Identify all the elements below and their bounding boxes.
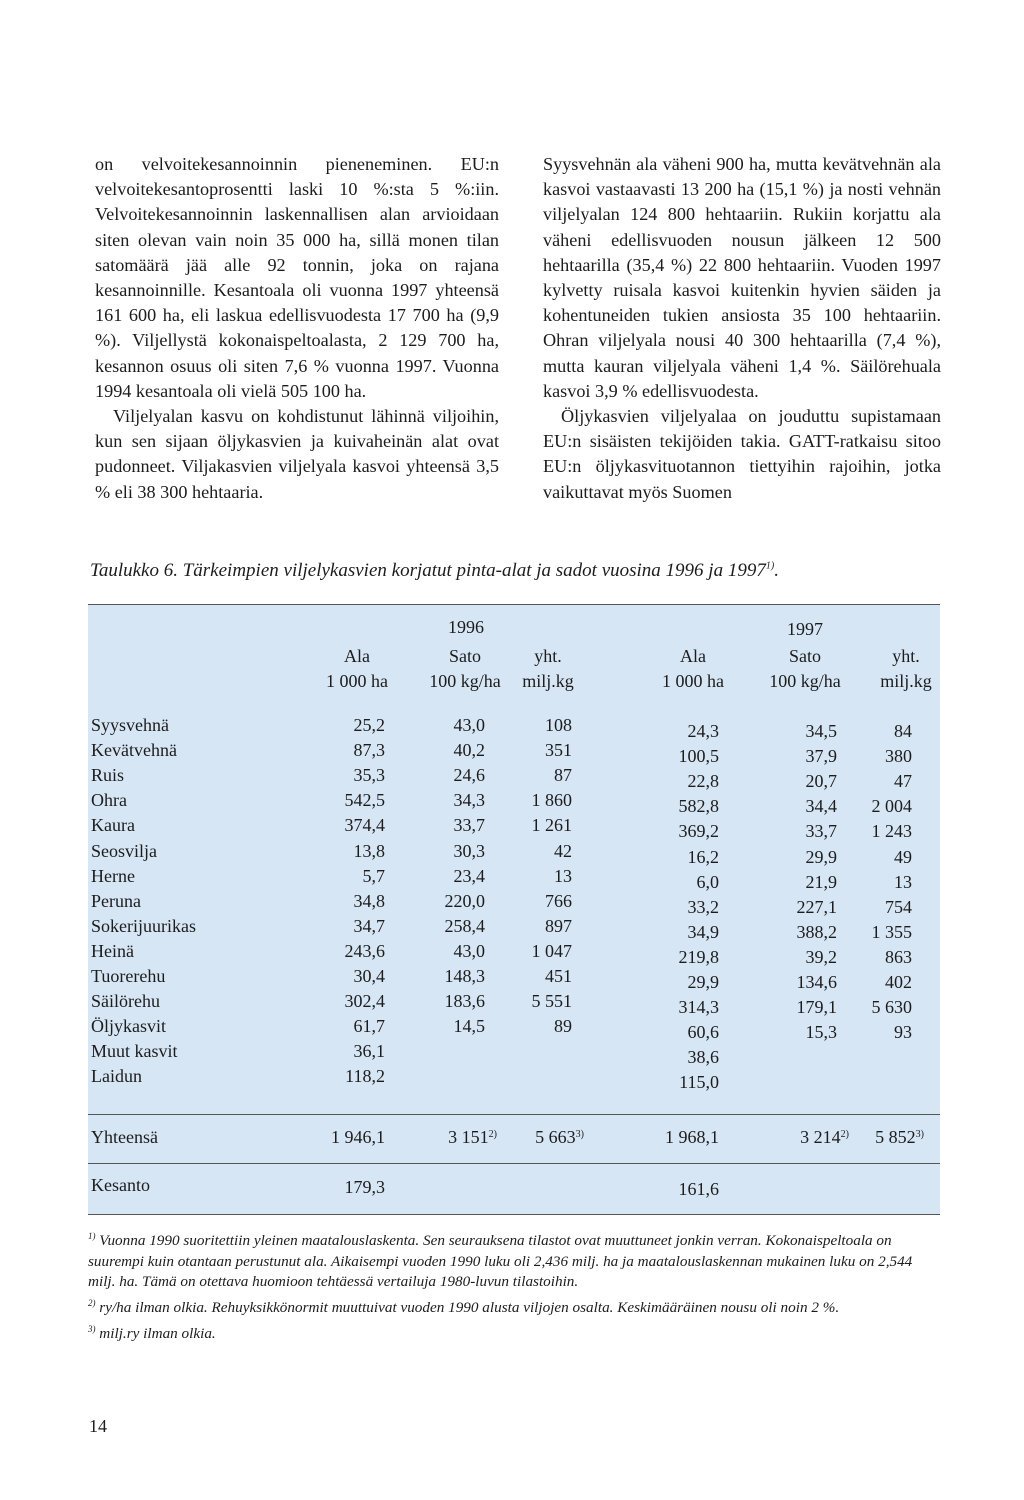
footnote-2 [88, 1293, 940, 1319]
table-cell: 25,2 [353, 715, 385, 735]
total-cell [665, 1126, 719, 1148]
table-cell: 43,0 [453, 715, 485, 735]
table-cell: 863 [885, 946, 912, 967]
total-value: 5 663 [535, 1127, 576, 1147]
table-cell: 87 [554, 765, 572, 786]
table-cell: 227,1 [796, 896, 837, 917]
table-cell: 1 047 [531, 940, 572, 961]
table-top-rule [88, 604, 940, 605]
table-cell: 220,0 [444, 890, 485, 911]
table-cell: 29,9 [805, 846, 837, 867]
crop-name: Tuorerehu [91, 966, 166, 986]
table-cell: 115,0 [679, 1072, 719, 1093]
crop-name: Ruis [91, 765, 125, 786]
table-cell: 15,3 [805, 1022, 837, 1043]
crop-name: Syysvehnä [91, 715, 169, 735]
total-value: 3 151 [448, 1127, 489, 1147]
caption-end: . [774, 560, 779, 581]
total-cell [448, 1126, 497, 1148]
table-cell: 179,1 [796, 997, 837, 1018]
left-text-column [95, 152, 499, 505]
footnote-text: ry/ha ilman olkia. Rehuyksikkönormit muuttuivat vuoden 1990 alusta viljojen osalta. Keskimääräinen nousu oli noin 2 %. [99, 1298, 840, 1316]
table-cell: 36,1 [353, 1041, 385, 1062]
table-cell: 89 [554, 1016, 572, 1037]
table-cell: 87,3 [353, 740, 385, 761]
fallow-1997: 161,6 [678, 1179, 719, 1199]
table-cell: 451 [545, 966, 572, 986]
table-cell: 20,7 [805, 771, 837, 792]
total-footnote-mark: 2) [840, 1129, 849, 1140]
crop-name: Ohra [91, 790, 127, 811]
column-unit: 1 000 ha [326, 671, 388, 691]
total-cell [875, 1126, 924, 1148]
crop-name: Sokerijuurikas [91, 915, 196, 936]
table-cell: 24,3 [687, 721, 719, 741]
column-header: Sato [448, 646, 482, 666]
table-cell: 2 004 [871, 796, 912, 817]
table-cell: 5,7 [362, 865, 385, 886]
column-header: Ala [680, 646, 706, 666]
table-cell: 374,4 [344, 815, 385, 836]
total-footnote-mark: 2) [488, 1129, 497, 1140]
table-cell: 5 630 [871, 997, 912, 1018]
table-cell: 13,8 [353, 840, 385, 861]
table-cell: 6,0 [696, 871, 719, 892]
column-unit: 100 kg/ha [429, 671, 501, 691]
table-cell: 5 551 [531, 991, 572, 1012]
table-fallow-rule [88, 1163, 940, 1164]
table-cell: 49 [894, 846, 912, 867]
table-cell: 42 [554, 840, 572, 861]
table-cell: 33,2 [687, 896, 719, 917]
crop-name: Kevätvehnä [91, 740, 177, 761]
table-cell: 60,6 [687, 1022, 719, 1043]
table-cell: 148,3 [444, 966, 485, 986]
total-footnote-mark: 3) [575, 1129, 584, 1140]
column-header: Sato [788, 646, 822, 666]
fallow-label: Kesanto [91, 1175, 150, 1195]
table-cell: 380 [885, 746, 912, 767]
page-number: 14 [89, 1416, 107, 1436]
caption-text: Taulukko 6. Tärkeimpien viljelykasvien korjatut pinta-alat ja sadot vuosina 1996 ja 1997 [90, 560, 766, 581]
total-label: Yhteensä [91, 1127, 158, 1147]
column-header: yht. [892, 646, 920, 666]
crop-name: Säilörehu [91, 991, 160, 1012]
table-cell: 897 [545, 915, 572, 936]
column-unit: milj.kg [522, 671, 574, 691]
table-cell: 23,4 [453, 865, 485, 886]
table-cell: 38,6 [687, 1047, 719, 1068]
paragraph: Viljelyalan kasvu on kohdistunut lähinnä viljoihin, kun sen sijaan öljykasvien ja kuivaheinän alat ovat pudonneet. Viljakasvien viljelyala kasvoi yhteensä 3,5 % eli 38 300 hehtaaria. [95, 406, 499, 502]
table-cell: 766 [545, 890, 572, 911]
column-unit: 1 000 ha [662, 671, 724, 691]
footnote-text: milj.ry ilman olkia. [99, 1324, 216, 1342]
column-unit: milj.kg [880, 671, 932, 691]
crop-name: Heinä [91, 940, 134, 961]
table-cell: 219,8 [678, 946, 719, 967]
table-cell: 100,5 [678, 746, 719, 767]
table-cell: 402 [885, 972, 912, 992]
table-cell: 582,8 [678, 796, 719, 817]
table-cell: 183,6 [444, 991, 485, 1012]
table-total-rule [88, 1114, 940, 1115]
table-cell: 33,7 [805, 821, 837, 842]
table-cell: 33,7 [453, 815, 485, 836]
table-cell: 13 [894, 871, 912, 892]
table-cell: 34,9 [687, 921, 719, 942]
paragraph: Öljykasvien viljelyalaa on jouduttu supistamaan EU:n sisäisten tekijöiden takia. GATT-ratkaisu sitoo EU:n öljykasvituotannon tiettyihin rajoihin, jotka vaikuttavat myös Suomen [543, 406, 941, 502]
table-cell: 118,2 [345, 1066, 385, 1087]
table-cell: 34,8 [353, 890, 385, 911]
footnote-3 [88, 1319, 940, 1345]
table-cell: 351 [545, 740, 572, 761]
footnote-mark: 1) [88, 1231, 96, 1241]
total-value: 1 968,1 [665, 1127, 719, 1147]
table-cell: 16,2 [687, 846, 719, 867]
table-cell: 29,9 [687, 972, 719, 992]
table-cell: 243,6 [344, 940, 385, 961]
crop-name: Laidun [91, 1066, 142, 1087]
column-header: Ala [344, 646, 370, 666]
table-cell: 34,5 [805, 721, 837, 741]
total-value: 5 852 [875, 1127, 916, 1147]
crop-name: Öljykasvit [91, 1016, 166, 1037]
table-cell: 302,4 [344, 991, 385, 1012]
table-cell: 369,2 [678, 821, 719, 842]
table-cell: 24,6 [453, 765, 485, 786]
table-cell: 30,4 [353, 966, 385, 986]
paragraph: Syysvehnän ala väheni 900 ha, mutta kevätvehnän ala kasvoi vastaavasti 13 200 ha (15,1 %) ja nosti vehnän viljelyalan 124 800 hehtaariin. Rukiin korjattu ala väheni edellisvuoden nousun jälkeen 12 500 hehtaarilla (35,4 %) 22 800 hehtaariin. Vuoden 1997 kylvetty ruisala kasvoi kuitenkin hyvien säiden ja kohentuneiden tukien ansiosta 35 100 hehtaariin. Ohran viljelyala nousi 40 300 hehtaarilla (7,4 %), mutta kauran viljelyala väheni 1,4 %. Säilörehuala kasvoi 3,9 % edellisvuodesta. [543, 154, 941, 401]
table-cell: 134,6 [796, 972, 837, 992]
table-cell: 22,8 [687, 771, 719, 792]
table-cell: 21,9 [805, 871, 837, 892]
crop-name: Herne [91, 865, 135, 886]
total-value: 1 946,1 [331, 1127, 385, 1147]
table-cell: 43,0 [453, 940, 485, 961]
table-cell: 61,7 [353, 1016, 385, 1037]
table-cell: 34,4 [805, 796, 837, 817]
caption-footnote-mark: 1) [765, 560, 775, 572]
table-cell: 542,5 [344, 790, 385, 811]
column-unit: 100 kg/ha [769, 671, 841, 691]
table-cell: 37,9 [805, 746, 837, 767]
paragraph: on velvoitekesannoinnin pieneneminen. EU:n velvoitekesantoprosentti laski 10 %:sta 5 %:iin. Velvoitekesannoinnin laskennallisen alan arvioidaan siten olevan vain noin 35 000 ha, sillä monen tilan satomäärä jää alle 92 tonnin, joka on rajana kesannoinnille. Kesantoala oli vuonna 1997 yhteensä 161 600 ha, eli laskua edellisvuodesta 17 700 ha (9,9 %). Viljellystä kokonaispeltoalasta, 2 129 700 ha, kesannon osuus oli siten 7,6 % vuonna 1997. Vuonna 1994 kesantoala oli vielä 505 100 ha. [95, 154, 499, 401]
footnote-text: Vuonna 1990 suoritettiin yleinen maatalouslaskenta. Sen seurauksena tilastot ovat muuttuneet jonkin verran. Kokonaispeltoala on suurempi kuin otantaan perustunut ala. Aikaisempi vuoden 1990 luku oli 2,436 milj. ha ja maatalouslaskennan mukainen luku on 2,544 milj. ha. Tämä on otettava huomioon tehtäessä vertailuja 1980-luvun tilastoihin. [88, 1232, 913, 1291]
table-cell: 258,4 [444, 915, 485, 936]
crop-name: Peruna [91, 890, 141, 911]
year-header-1997: 1997 [787, 619, 823, 639]
table-cell: 93 [894, 1022, 912, 1043]
total-cell [331, 1126, 385, 1148]
right-text-column [543, 152, 941, 505]
total-footnote-mark: 3) [915, 1129, 924, 1140]
footnote-1 [88, 1226, 940, 1293]
fallow-1996: 179,3 [344, 1177, 385, 1197]
table-cell: 388,2 [796, 921, 837, 942]
table-cell: 1 243 [871, 821, 912, 842]
table-cell: 47 [894, 771, 912, 792]
crop-name: Kaura [91, 815, 135, 836]
table-cell: 84 [894, 721, 912, 741]
table-cell: 1 355 [871, 921, 912, 942]
footnotes [88, 1226, 940, 1344]
table-cell: 35,3 [353, 765, 385, 786]
table-cell: 30,3 [453, 840, 485, 861]
footnote-mark: 2) [88, 1297, 96, 1308]
table-cell: 108 [545, 715, 572, 735]
year-header-1996: 1996 [448, 617, 484, 637]
table-cell: 314,3 [678, 997, 719, 1018]
table-cell: 39,2 [805, 946, 837, 967]
table-bottom-rule [88, 1214, 940, 1215]
total-cell [800, 1126, 849, 1148]
table-cell: 34,3 [453, 790, 485, 811]
footnote-mark: 3) [88, 1323, 96, 1334]
table-cell: 1 860 [531, 790, 572, 811]
total-value: 3 214 [800, 1127, 841, 1147]
crop-name: Muut kasvit [91, 1041, 178, 1062]
table-cell: 40,2 [453, 740, 485, 761]
table-caption [90, 560, 940, 582]
table-cell: 754 [885, 896, 912, 917]
table-cell: 1 261 [531, 815, 572, 836]
column-header: yht. [534, 646, 562, 666]
table-cell: 14,5 [453, 1016, 485, 1037]
crop-name: Seosvilja [91, 840, 157, 861]
total-cell [535, 1126, 584, 1148]
table-cell: 34,7 [353, 915, 385, 936]
table-cell: 13 [554, 865, 572, 886]
